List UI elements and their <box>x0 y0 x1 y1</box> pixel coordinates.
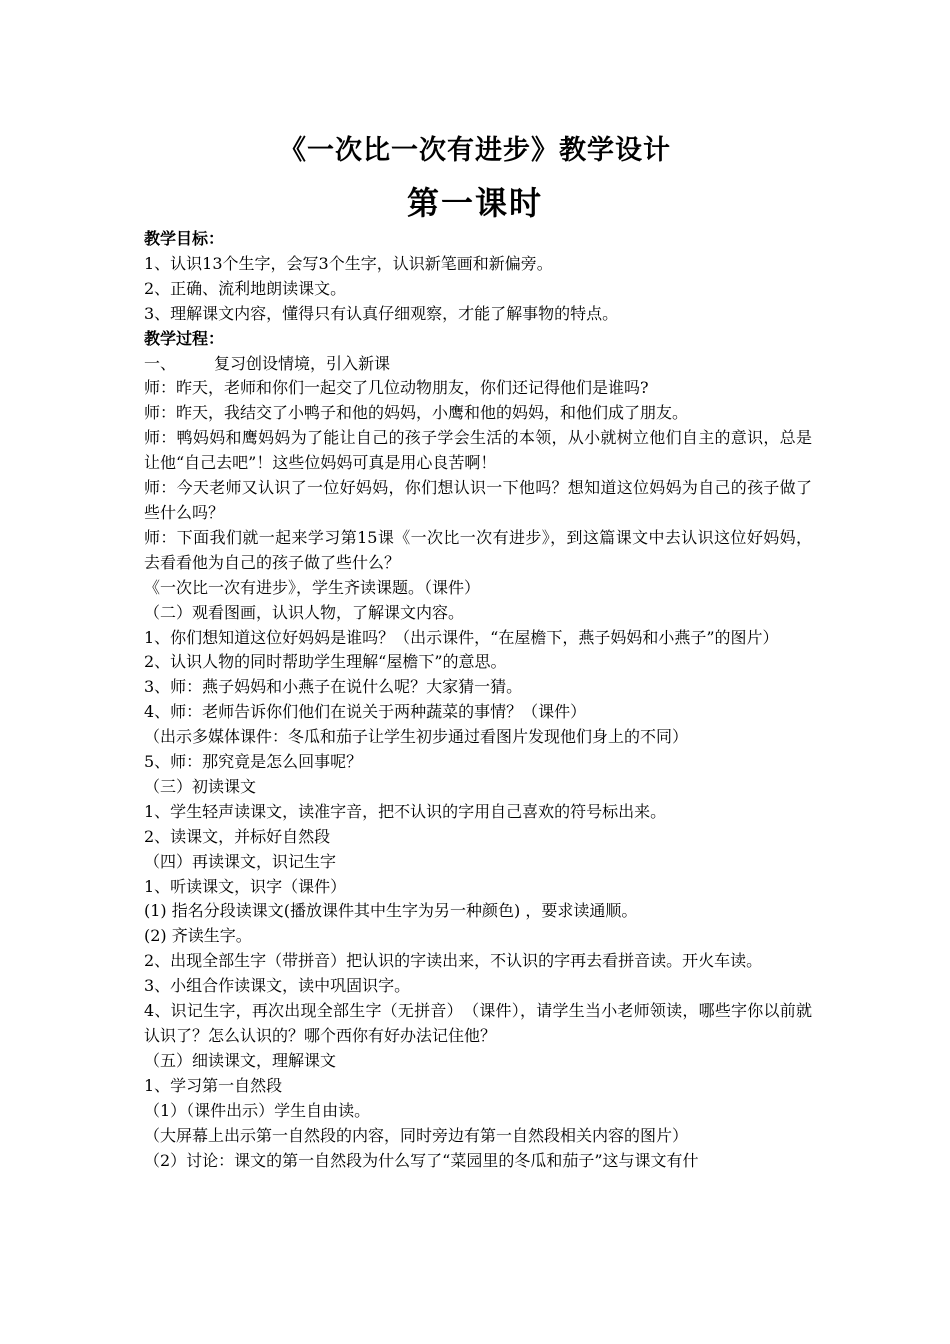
section-number: 一、 <box>144 353 177 373</box>
paragraph: (2) 齐读生字。 <box>144 926 252 946</box>
section-heading <box>144 352 812 377</box>
lesson-subtitle: 第一课时 <box>406 184 543 222</box>
paragraph: （2）讨论：课文的第一自然段为什么写了“菜园里的冬瓜和茄子”这与课文有什 <box>144 1150 699 1170</box>
paragraph: 1、学习第一自然段 <box>144 1075 283 1095</box>
paragraph: 2、认识人物的同时帮助学生理解“屋檐下”的意思。 <box>144 652 507 672</box>
goal-item: 2、正确、流利地朗读课文。 <box>144 278 347 298</box>
goals-heading: 教学目标： <box>144 229 225 248</box>
subsection-heading: （三）初读课文 <box>144 776 257 796</box>
process-heading: 教学过程： <box>144 328 225 348</box>
section-title: 复习创设情境，引入新课 <box>214 353 391 373</box>
paragraph: 2、读课文，并标好自然段 <box>144 826 331 846</box>
subsection-heading: （四）再读课文，识记生字 <box>144 851 337 871</box>
paragraph: 师：昨天，我结交了小鸭子和他的妈妈，小鹰和他的妈妈，和他们成了朋友。 <box>144 403 689 423</box>
paragraph: 3、师：燕子妈妈和小燕子在说什么呢？大家猜一猜。 <box>144 677 523 697</box>
paragraph: 1、你们想知道这位好妈妈是谁吗？（出示课件，“在屋檐下，燕子妈妈和小燕子”的图片） <box>144 627 779 647</box>
paragraph: 师：下面我们就一起来学习第15课《一次比一次有进步》，到这篇课文中去认识这位好妈妈，去看看他为自己的孩子做了些什么？ <box>144 527 812 572</box>
paragraph: （出示多媒体课件：冬瓜和茄子让学生初步通过看图片发现他们身上的不同） <box>144 727 689 747</box>
document-title: 《一次比一次有进步》教学设计 <box>279 135 671 166</box>
paragraph: 《一次比一次有进步》，学生齐读课题。（课件） <box>144 577 481 597</box>
paragraph: 4、师：老师告诉你们他们在说关于两种蔬菜的事情？（课件） <box>144 702 587 722</box>
goal-item: 1、认识13个生字，会写3个生字，认识新笔画和新偏旁。 <box>144 253 553 273</box>
goal-item: 3、理解课文内容，懂得只有认真仔细观察，才能了解事物的特点。 <box>144 303 619 323</box>
paragraph: 4、识记生字，再次出现全部生字（无拼音） （课件），请学生当小老师领读，哪些字你以前就认识了？怎么认识的？哪个西你有好办法记住他？ <box>144 1001 812 1045</box>
paragraph: 1、听读课文，识字（课件） <box>144 876 347 896</box>
paragraph: （大屏幕上出示第一自然段的内容，同时旁边有第一自然段相关内容的图片） <box>144 1125 689 1145</box>
paragraph: 师：今天老师又认识了一位好妈妈，你们想认识一下他吗？想知道这位妈妈为自己的孩子做了些什么吗？ <box>144 478 812 522</box>
paragraph: 2、出现全部生字（带拼音）把认识的字读出来，不认识的字再去看拼音读。开火车读。 <box>144 951 763 971</box>
paragraph: 师：鸭妈妈和鹰妈妈为了能让自己的孩子学会生活的本领，从小就树立他们自主的意识，总是让他“自己去吧”！这些位妈妈可真是用心良苦啊！ <box>144 428 812 473</box>
subsection-heading: （五）细读课文，理解课文 <box>144 1050 337 1070</box>
paragraph: 1、学生轻声读课文，读准字音，把不认识的字用自己喜欢的符号标出来。 <box>144 801 667 821</box>
paragraph: （1）（课件出示）学生自由读。 <box>144 1100 371 1120</box>
paragraph: 3、小组合作读课文，读中巩固识字。 <box>144 976 411 996</box>
paragraph: 5、师：那究竟是怎么回事呢？ <box>144 752 363 772</box>
subsection-heading: （二）观看图画，认识人物，了解课文内容。 <box>144 602 465 622</box>
paragraph: (1) 指名分段读课文(播放课件其中生字为另一种颜色) ，要求读通顺。 <box>144 901 638 921</box>
document-body <box>144 227 812 1173</box>
paragraph: 师：昨天，老师和你们一起交了几位动物朋友，你们还记得他们是谁吗? <box>144 378 649 398</box>
